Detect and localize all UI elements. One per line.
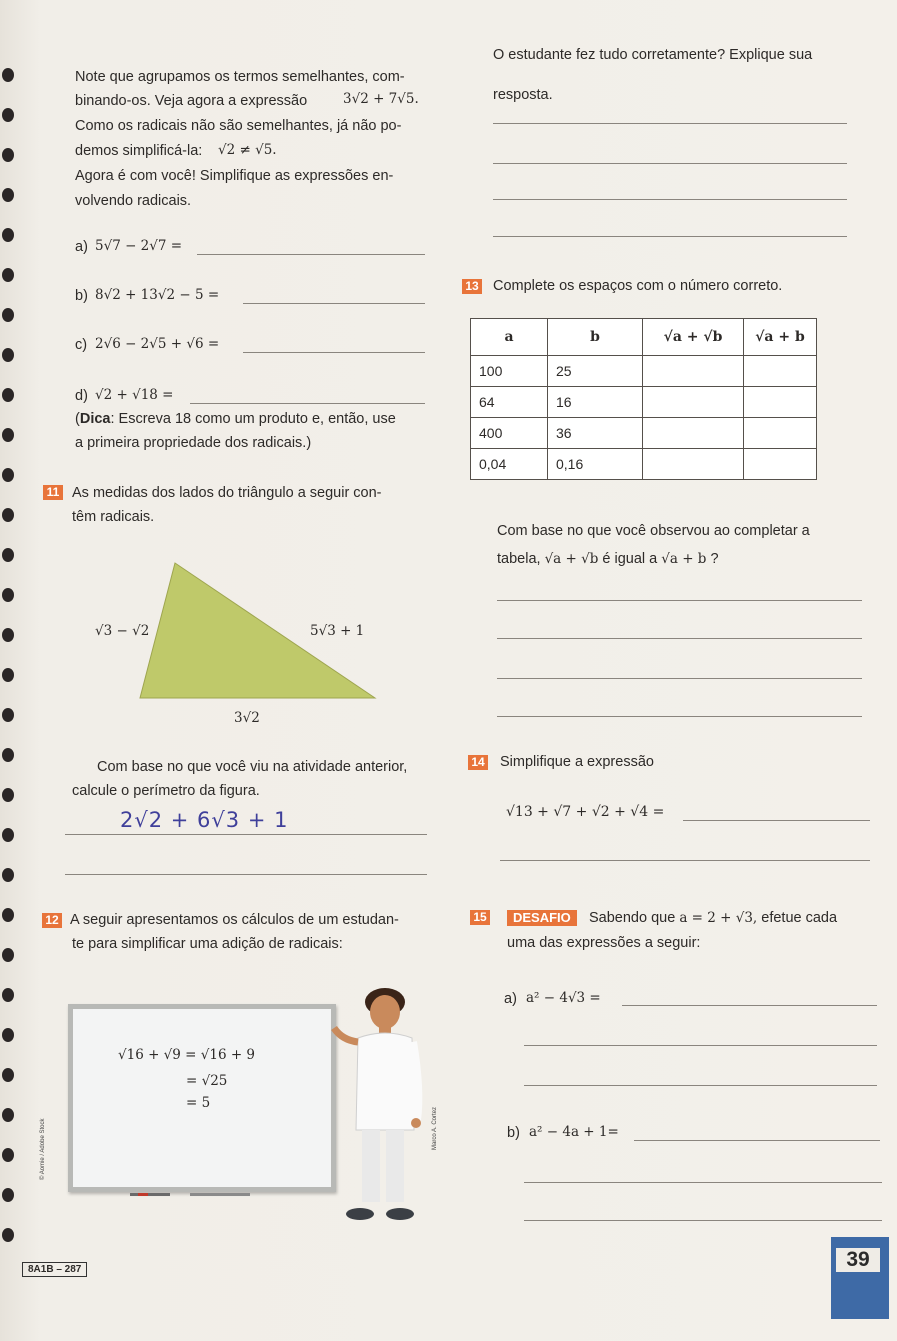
item-c-label: c) [75,337,88,353]
board-line-2: = √25 [186,1073,228,1089]
item-15b-answer-line-1[interactable] [634,1140,880,1141]
item-c-answer-line[interactable] [243,352,425,353]
question-11-number: 11 [43,485,63,500]
table-header: √a + √b [643,319,744,356]
question-15-line-2: uma das expressões a seguir: [507,935,701,951]
triangle-bottom-side-label: 3√2 [234,710,260,726]
table-cell-blank[interactable] [744,387,817,418]
board-line-3: = 5 [186,1095,211,1111]
board-line-1: √16 + √9 = √16 + 9 [118,1047,256,1063]
item-d-label: d) [75,388,88,404]
observation-answer-line-3[interactable] [497,678,862,679]
image-credit-right: Marco A. Cortez [432,1106,438,1150]
item-a-expression: 5√7 − 2√7 = [95,238,183,254]
item-d-answer-line[interactable] [190,403,425,404]
table-header: √a + b [744,319,817,356]
table-cell: 64 [471,387,548,418]
observation-answer-line-1[interactable] [497,600,862,601]
question-12-number: 12 [42,913,62,928]
item-15b-label: b) [507,1125,520,1141]
question-12-continuation-line-1: O estudante fez tudo corretamente? Explique sua [493,47,813,63]
question-11-line-1: As medidas dos lados do triângulo a seguir con- [72,485,382,501]
table-row [471,449,817,480]
item-a-label: a) [75,239,88,255]
question-15-line-1: Sabendo que a = 2 + √3, efetue cada [589,910,838,926]
table-header: a [471,319,548,356]
hint-line-2: a primeira propriedade dos radicais.) [75,435,312,451]
inequality-expression: √2 ≠ √5. [218,142,277,158]
challenge-badge: DESAFIO [507,910,577,926]
handwritten-answer: 2√2 + 6√3 + 1 [120,808,289,832]
table-cell-blank[interactable] [643,356,744,387]
triangle-right-side-label: 5√3 + 1 [310,623,365,639]
page-number: 39 [836,1248,880,1272]
item-c-expression: 2√6 − 2√5 + √6 = [95,336,220,352]
table-cell: 36 [548,418,643,449]
intro-line-2: binando-os. Veja agora a expressão [75,93,308,109]
table-cell: 25 [548,356,643,387]
item-15a-answer-line-3[interactable] [524,1085,877,1086]
explain-answer-line-4[interactable] [493,236,847,237]
item-b-label: b) [75,288,88,304]
table-cell: 16 [548,387,643,418]
intro-line-1: Note que agrupamos os termos semelhantes, com- [75,69,405,85]
item-b-expression: 8√2 + 13√2 − 5 = [95,287,220,303]
table-cell: 0,04 [471,449,548,480]
image-credit-left: © Aomie / Adobe Stock [40,1118,46,1180]
question-12-continuation-line-2: resposta. [493,87,553,103]
table-cell: 400 [471,418,548,449]
table-cell-blank[interactable] [643,387,744,418]
table-header: b [548,319,643,356]
table-row [471,387,817,418]
item-15a-expression: a² − 4√3 = [526,990,601,1006]
observation-line-2: tabela, √a + √b é igual a √a + b ? [497,551,719,567]
table-cell-blank[interactable] [643,449,744,480]
explain-answer-line-1[interactable] [493,123,847,124]
table-cell-blank[interactable] [744,449,817,480]
item-b-answer-line[interactable] [243,303,425,304]
spiral-binding [0,0,16,1341]
table-row [471,418,817,449]
item-d-expression: √2 + √18 = [95,387,174,403]
question-12-line-1: A seguir apresentamos os cálculos de um estudan- [70,912,399,928]
item-15a-label: a) [504,991,517,1007]
table-row [471,356,817,387]
question-14-answer-line-2[interactable] [500,860,870,861]
item-15a-answer-line-2[interactable] [524,1045,877,1046]
table-cell: 100 [471,356,548,387]
table-cell-blank[interactable] [744,418,817,449]
explain-answer-line-3[interactable] [493,199,847,200]
question-13-number: 13 [462,279,482,294]
table-header-row [471,319,817,356]
question-12-line-2: te para simplificar uma adição de radicais: [72,936,343,952]
board-markers [130,1190,270,1200]
item-a-answer-line[interactable] [197,254,425,255]
intro-line-5: Agora é com você! Simplifique as expressões en- [75,168,394,184]
table-cell: 0,16 [548,449,643,480]
observation-line-1: Com base no que você observou ao completar a [497,523,810,539]
hint-line-1: (Dica: Escreva 18 como um produto e, então, use [75,411,396,427]
question-11-line-2: têm radicais. [72,509,155,525]
item-15b-answer-line-3[interactable] [524,1220,882,1221]
perimeter-answer-line-2[interactable] [65,874,427,875]
item-15a-answer-line-1[interactable] [622,1005,877,1006]
nested-radical-expression: √13 + √7 + √2 + √4 = [506,804,665,820]
observation-answer-line-2[interactable] [497,638,862,639]
intro-line-4: demos simplificá-la: [75,143,203,159]
question-14-text: Simplifique a expressão [500,754,654,770]
observation-answer-line-4[interactable] [497,716,862,717]
book-code: 8A1B – 287 [22,1262,87,1277]
intro-line-3: Como os radicais não são semelhantes, já não po- [75,118,402,134]
triangle-left-side-label: √3 − √2 [95,623,150,639]
question-14-number: 14 [468,755,488,770]
question-14-answer-line-1[interactable] [683,820,870,821]
item-15b-expression: a² − 4a + 1= [529,1124,619,1140]
intro-expression: 3√2 + 7√5. [343,91,419,107]
values-table [470,318,817,480]
intro-line-6: volvendo radicais. [75,193,192,209]
question-13-text: Complete os espaços com o número correto. [493,278,783,294]
item-15b-answer-line-2[interactable] [524,1182,882,1183]
perimeter-prompt-line-1: Com base no que você viu na atividade anterior, [97,759,408,775]
perimeter-answer-line-1[interactable] [65,834,427,835]
table-cell-blank[interactable] [643,418,744,449]
student-illustration [330,980,430,1230]
perimeter-prompt-line-2: calcule o perímetro da figura. [72,783,260,799]
question-15-number: 15 [470,910,490,925]
table-cell-blank[interactable] [744,356,817,387]
explain-answer-line-2[interactable] [493,163,847,164]
